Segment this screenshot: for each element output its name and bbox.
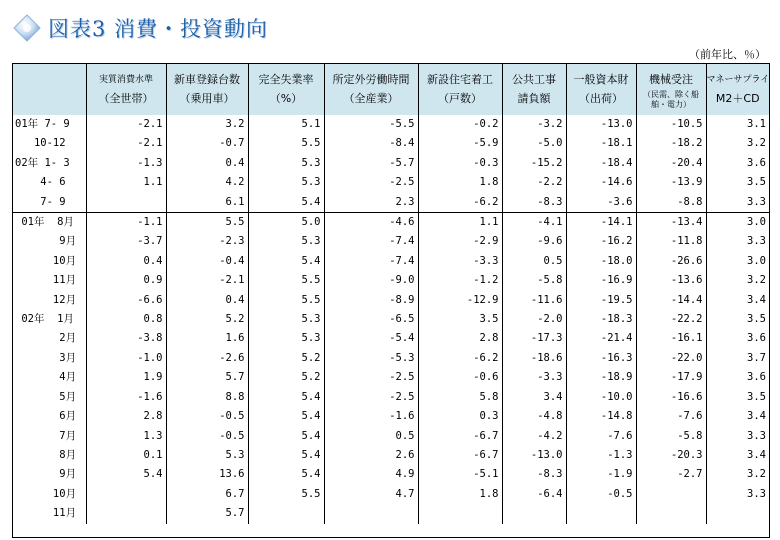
value-cell: 3.2 — [706, 271, 769, 290]
value-cell: -14.1 — [566, 213, 636, 233]
row-label: 10-12 — [15, 137, 66, 150]
value-cell: 0.5 — [324, 427, 418, 446]
value-cell: -18.0 — [566, 252, 636, 271]
column-header-subtitle: 請負額 — [517, 92, 551, 105]
value-cell: 5.4 — [248, 388, 324, 407]
value-cell: -8.3 — [502, 193, 566, 213]
column-header-subtitle: （民需、除く船舶・電力） — [643, 90, 699, 109]
value-cell: -15.2 — [502, 154, 566, 173]
value-cell — [418, 504, 502, 523]
value-cell: 1.8 — [418, 485, 502, 504]
column-header-title: 完全失業率 — [258, 73, 314, 86]
value-cell — [86, 504, 166, 523]
value-cell: -8.3 — [502, 465, 566, 484]
column-header-9 — [706, 63, 769, 115]
value-cell — [706, 504, 769, 523]
column-header-title: 公共工事 — [512, 73, 556, 86]
column-header-1 — [86, 63, 166, 115]
row-label: 12月 — [15, 293, 77, 306]
value-cell: -6.2 — [418, 349, 502, 368]
table-row — [12, 310, 769, 329]
value-cell: -2.9 — [418, 232, 502, 251]
value-cell: 5.5 — [166, 213, 248, 233]
value-cell: -26.6 — [636, 252, 706, 271]
row-label: 8月 — [15, 448, 77, 461]
value-cell: 1.1 — [86, 173, 166, 192]
row-label: 9月 — [15, 235, 77, 248]
value-cell: 8.8 — [166, 388, 248, 407]
value-cell: -3.7 — [86, 232, 166, 251]
column-header-subtitle: （全産業） — [343, 92, 399, 105]
value-cell: 3.1 — [706, 115, 769, 134]
value-cell: 3.3 — [706, 232, 769, 251]
value-cell: 5.3 — [248, 232, 324, 251]
table-row — [12, 329, 769, 348]
value-cell: -5.4 — [324, 329, 418, 348]
value-cell: 5.3 — [248, 310, 324, 329]
value-cell: 2.3 — [324, 193, 418, 213]
value-cell: 3.6 — [706, 368, 769, 387]
value-cell: 5.2 — [166, 310, 248, 329]
value-cell: -1.9 — [566, 465, 636, 484]
value-cell: -18.1 — [566, 134, 636, 153]
value-cell: 3.7 — [706, 349, 769, 368]
value-cell: -14.8 — [566, 407, 636, 426]
title-bar — [12, 12, 268, 44]
value-cell: -0.5 — [566, 485, 636, 504]
value-cell: -3.2 — [502, 115, 566, 134]
value-cell: -8.4 — [324, 134, 418, 153]
value-cell: 5.1 — [248, 115, 324, 134]
table-row — [12, 232, 769, 251]
row-label: 02年 1- 3 — [15, 156, 70, 169]
table-row — [12, 173, 769, 192]
value-cell: 5.3 — [248, 173, 324, 192]
value-cell: 5.7 — [166, 504, 248, 523]
value-cell: -8.9 — [324, 291, 418, 310]
value-cell: -18.3 — [566, 310, 636, 329]
value-cell: 0.5 — [502, 252, 566, 271]
table-row — [12, 154, 769, 173]
value-cell: 1.6 — [166, 329, 248, 348]
value-cell: -6.5 — [324, 310, 418, 329]
value-cell: -9.6 — [502, 232, 566, 251]
value-cell: 4.9 — [324, 465, 418, 484]
value-cell: 1.1 — [418, 213, 502, 233]
diamond-bullet-icon — [12, 13, 42, 43]
value-cell: -0.3 — [418, 154, 502, 173]
value-cell: -0.7 — [166, 134, 248, 153]
value-cell: 3.6 — [706, 329, 769, 348]
value-cell: 5.3 — [248, 154, 324, 173]
value-cell: -3.8 — [86, 329, 166, 348]
column-header-title: 所定外労働時間 — [332, 73, 410, 86]
row-label: 02年 1月 — [15, 313, 74, 326]
row-label: 2月 — [15, 332, 77, 345]
value-cell: -13.0 — [502, 446, 566, 465]
table-row — [12, 427, 769, 446]
table-row — [12, 291, 769, 310]
value-cell — [502, 504, 566, 523]
value-cell: -20.3 — [636, 446, 706, 465]
value-cell: 2.8 — [418, 329, 502, 348]
table-row — [12, 115, 769, 134]
value-cell: -2.1 — [86, 115, 166, 134]
header-row — [12, 63, 769, 115]
value-cell: -2.3 — [166, 232, 248, 251]
value-cell: -2.0 — [502, 310, 566, 329]
value-cell: 2.8 — [86, 407, 166, 426]
value-cell: -12.9 — [418, 291, 502, 310]
value-cell: 3.2 — [166, 115, 248, 134]
column-header-title: 機械受注 — [649, 73, 693, 86]
value-cell: -1.2 — [418, 271, 502, 290]
value-cell: 3.4 — [706, 446, 769, 465]
value-cell: -5.9 — [418, 134, 502, 153]
table-row — [12, 504, 769, 523]
value-cell: -18.6 — [502, 349, 566, 368]
value-cell: 5.4 — [86, 465, 166, 484]
value-cell: -6.7 — [418, 427, 502, 446]
column-header-subtitle: （戸数） — [438, 92, 482, 105]
table-row — [12, 252, 769, 271]
value-cell: -2.2 — [502, 173, 566, 192]
value-cell: 4.7 — [324, 485, 418, 504]
value-cell: -2.1 — [166, 271, 248, 290]
value-cell: -2.6 — [166, 349, 248, 368]
value-cell: 3.4 — [502, 388, 566, 407]
value-cell: -14.6 — [566, 173, 636, 192]
column-header-subtitle: （全世帯） — [98, 92, 154, 105]
table-row — [12, 446, 769, 465]
unit-note: （前年比、％） — [689, 48, 766, 61]
value-cell: 3.5 — [706, 310, 769, 329]
value-cell: -10.0 — [566, 388, 636, 407]
value-cell: 1.9 — [86, 368, 166, 387]
value-cell: 3.3 — [706, 485, 769, 504]
row-label: 6月 — [15, 410, 77, 423]
row-label: 9月 — [15, 468, 77, 481]
value-cell: -13.6 — [636, 271, 706, 290]
value-cell: -1.6 — [86, 388, 166, 407]
value-cell: -0.2 — [418, 115, 502, 134]
value-cell: 2.6 — [324, 446, 418, 465]
value-cell: -6.7 — [418, 446, 502, 465]
value-cell: -5.7 — [324, 154, 418, 173]
value-cell: -3.3 — [502, 368, 566, 387]
column-header-6 — [502, 63, 566, 115]
value-cell: 5.0 — [248, 213, 324, 233]
row-label: 10月 — [15, 254, 77, 267]
value-cell: -18.9 — [566, 368, 636, 387]
value-cell: 1.8 — [418, 173, 502, 192]
value-cell: 3.4 — [706, 291, 769, 310]
value-cell: -7.4 — [324, 252, 418, 271]
table-row — [12, 368, 769, 387]
value-cell: 5.4 — [248, 252, 324, 271]
value-cell: -20.4 — [636, 154, 706, 173]
value-cell: -2.7 — [636, 465, 706, 484]
table-row — [12, 349, 769, 368]
column-header-4 — [324, 63, 418, 115]
value-cell: -17.9 — [636, 368, 706, 387]
value-cell: 5.2 — [248, 368, 324, 387]
value-cell: 5.5 — [248, 485, 324, 504]
value-cell: 13.6 — [166, 465, 248, 484]
value-cell: 3.5 — [418, 310, 502, 329]
row-label: 01年 7- 9 — [15, 118, 70, 130]
column-header-title: 新車登録台数 — [174, 73, 240, 86]
value-cell — [86, 193, 166, 213]
column-header-3 — [248, 63, 324, 115]
value-cell: 3.5 — [706, 388, 769, 407]
value-cell: -2.5 — [324, 173, 418, 192]
column-header-title: 新設住宅着工 — [427, 73, 493, 86]
column-header-title: 一般資本財 — [573, 73, 629, 86]
column-header-subtitle: M2＋CD — [715, 92, 760, 105]
column-header-title: マネーサプライ — [706, 75, 769, 85]
value-cell: -14.4 — [636, 291, 706, 310]
table-row — [12, 388, 769, 407]
value-cell: 5.2 — [248, 349, 324, 368]
value-cell — [636, 504, 706, 523]
value-cell: 5.4 — [248, 407, 324, 426]
value-cell: -6.4 — [502, 485, 566, 504]
value-cell: 5.4 — [248, 193, 324, 213]
value-cell: -5.1 — [418, 465, 502, 484]
value-cell: -17.3 — [502, 329, 566, 348]
value-cell: 5.4 — [248, 427, 324, 446]
value-cell: 0.1 — [86, 446, 166, 465]
column-header-8 — [636, 63, 706, 115]
value-cell: -13.0 — [566, 115, 636, 134]
row-label: 4- 6 — [15, 176, 66, 189]
value-cell: -0.5 — [166, 427, 248, 446]
value-cell: -9.0 — [324, 271, 418, 290]
value-cell: 5.5 — [248, 134, 324, 153]
value-cell: -10.5 — [636, 115, 706, 134]
value-cell: -18.4 — [566, 154, 636, 173]
value-cell: -5.8 — [636, 427, 706, 446]
value-cell: 1.3 — [86, 427, 166, 446]
table-row — [12, 465, 769, 484]
column-header-title: 実質消費水準 — [98, 75, 153, 85]
value-cell: -6.6 — [86, 291, 166, 310]
value-cell: -3.3 — [418, 252, 502, 271]
value-cell: 5.5 — [248, 271, 324, 290]
value-cell: -7.6 — [566, 427, 636, 446]
value-cell: 5.3 — [248, 329, 324, 348]
value-cell: -1.3 — [566, 446, 636, 465]
value-cell: 0.9 — [86, 271, 166, 290]
value-cell: -6.2 — [418, 193, 502, 213]
value-cell — [636, 485, 706, 504]
data-table — [12, 63, 769, 524]
value-cell: -7.6 — [636, 407, 706, 426]
value-cell: -2.5 — [324, 388, 418, 407]
value-cell: 5.5 — [248, 291, 324, 310]
value-cell: -16.2 — [566, 232, 636, 251]
row-label: 01年 8月 — [12, 213, 86, 233]
table-row — [12, 134, 769, 153]
value-cell: -0.5 — [166, 407, 248, 426]
value-cell: 5.3 — [166, 446, 248, 465]
value-cell: -0.4 — [166, 252, 248, 271]
value-cell: -16.1 — [636, 329, 706, 348]
row-label: 7月 — [15, 429, 77, 442]
value-cell: -5.3 — [324, 349, 418, 368]
value-cell: 4.2 — [166, 173, 248, 192]
row-label: 5月 — [15, 390, 77, 403]
value-cell: -2.1 — [86, 134, 166, 153]
row-label: 11月 — [15, 507, 77, 520]
value-cell: -16.3 — [566, 349, 636, 368]
value-cell: 3.5 — [706, 173, 769, 192]
value-cell: -16.9 — [566, 271, 636, 290]
column-header-5 — [418, 63, 502, 115]
value-cell: -22.0 — [636, 349, 706, 368]
value-cell: 3.2 — [706, 465, 769, 484]
value-cell: 3.4 — [706, 407, 769, 426]
value-cell: 5.4 — [248, 446, 324, 465]
row-label: 11月 — [15, 274, 77, 287]
column-header-subtitle: （%） — [269, 92, 303, 105]
column-header-subtitle: （乗用車） — [179, 92, 235, 105]
value-cell: -13.9 — [636, 173, 706, 192]
value-cell: -2.5 — [324, 368, 418, 387]
value-cell: 5.4 — [248, 465, 324, 484]
value-cell: -3.6 — [566, 193, 636, 213]
value-cell: -1.0 — [86, 349, 166, 368]
table-row — [12, 407, 769, 426]
row-label: 7- 9 — [15, 195, 66, 208]
table-row — [12, 271, 769, 290]
value-cell: 0.3 — [418, 407, 502, 426]
value-cell: -8.8 — [636, 193, 706, 213]
value-cell: -7.4 — [324, 232, 418, 251]
value-cell: -21.4 — [566, 329, 636, 348]
value-cell: -1.6 — [324, 407, 418, 426]
row-label: 4月 — [15, 371, 77, 384]
value-cell: -1.3 — [86, 154, 166, 173]
value-cell: 0.4 — [166, 154, 248, 173]
table-row — [12, 193, 769, 213]
value-cell — [86, 485, 166, 504]
value-cell: -4.6 — [324, 213, 418, 233]
row-label: 3月 — [15, 351, 77, 364]
header-label-cell — [12, 63, 86, 115]
value-cell: 3.3 — [706, 193, 769, 213]
value-cell: 0.4 — [86, 252, 166, 271]
value-cell: 5.8 — [418, 388, 502, 407]
value-cell: 3.0 — [706, 252, 769, 271]
value-cell — [324, 504, 418, 523]
row-label: 10月 — [15, 487, 77, 500]
value-cell: -19.5 — [566, 291, 636, 310]
value-cell: 3.0 — [706, 213, 769, 233]
value-cell: -4.2 — [502, 427, 566, 446]
page-title: 図表3 消費・投資動向 — [48, 17, 269, 41]
value-cell: -16.6 — [636, 388, 706, 407]
value-cell: 6.7 — [166, 485, 248, 504]
value-cell: -4.8 — [502, 407, 566, 426]
value-cell: -11.6 — [502, 291, 566, 310]
value-cell: -18.2 — [636, 134, 706, 153]
value-cell: 3.2 — [706, 134, 769, 153]
column-header-subtitle: （出荷） — [579, 92, 623, 105]
column-header-7 — [566, 63, 636, 115]
value-cell: 3.6 — [706, 154, 769, 173]
table-row — [12, 213, 769, 233]
value-cell: 3.3 — [706, 427, 769, 446]
value-cell — [248, 504, 324, 523]
value-cell: -1.1 — [86, 213, 166, 233]
value-cell: -11.8 — [636, 232, 706, 251]
value-cell: -22.2 — [636, 310, 706, 329]
value-cell: 6.1 — [166, 193, 248, 213]
value-cell: 5.7 — [166, 368, 248, 387]
value-cell: -5.8 — [502, 271, 566, 290]
value-cell — [566, 504, 636, 523]
value-cell: -5.5 — [324, 115, 418, 134]
column-header-2 — [166, 63, 248, 115]
value-cell: -5.0 — [502, 134, 566, 153]
value-cell: -4.1 — [502, 213, 566, 233]
value-cell: -13.4 — [636, 213, 706, 233]
value-cell: 0.4 — [166, 291, 248, 310]
table-row — [12, 485, 769, 504]
value-cell: 0.8 — [86, 310, 166, 329]
value-cell: -0.6 — [418, 368, 502, 387]
